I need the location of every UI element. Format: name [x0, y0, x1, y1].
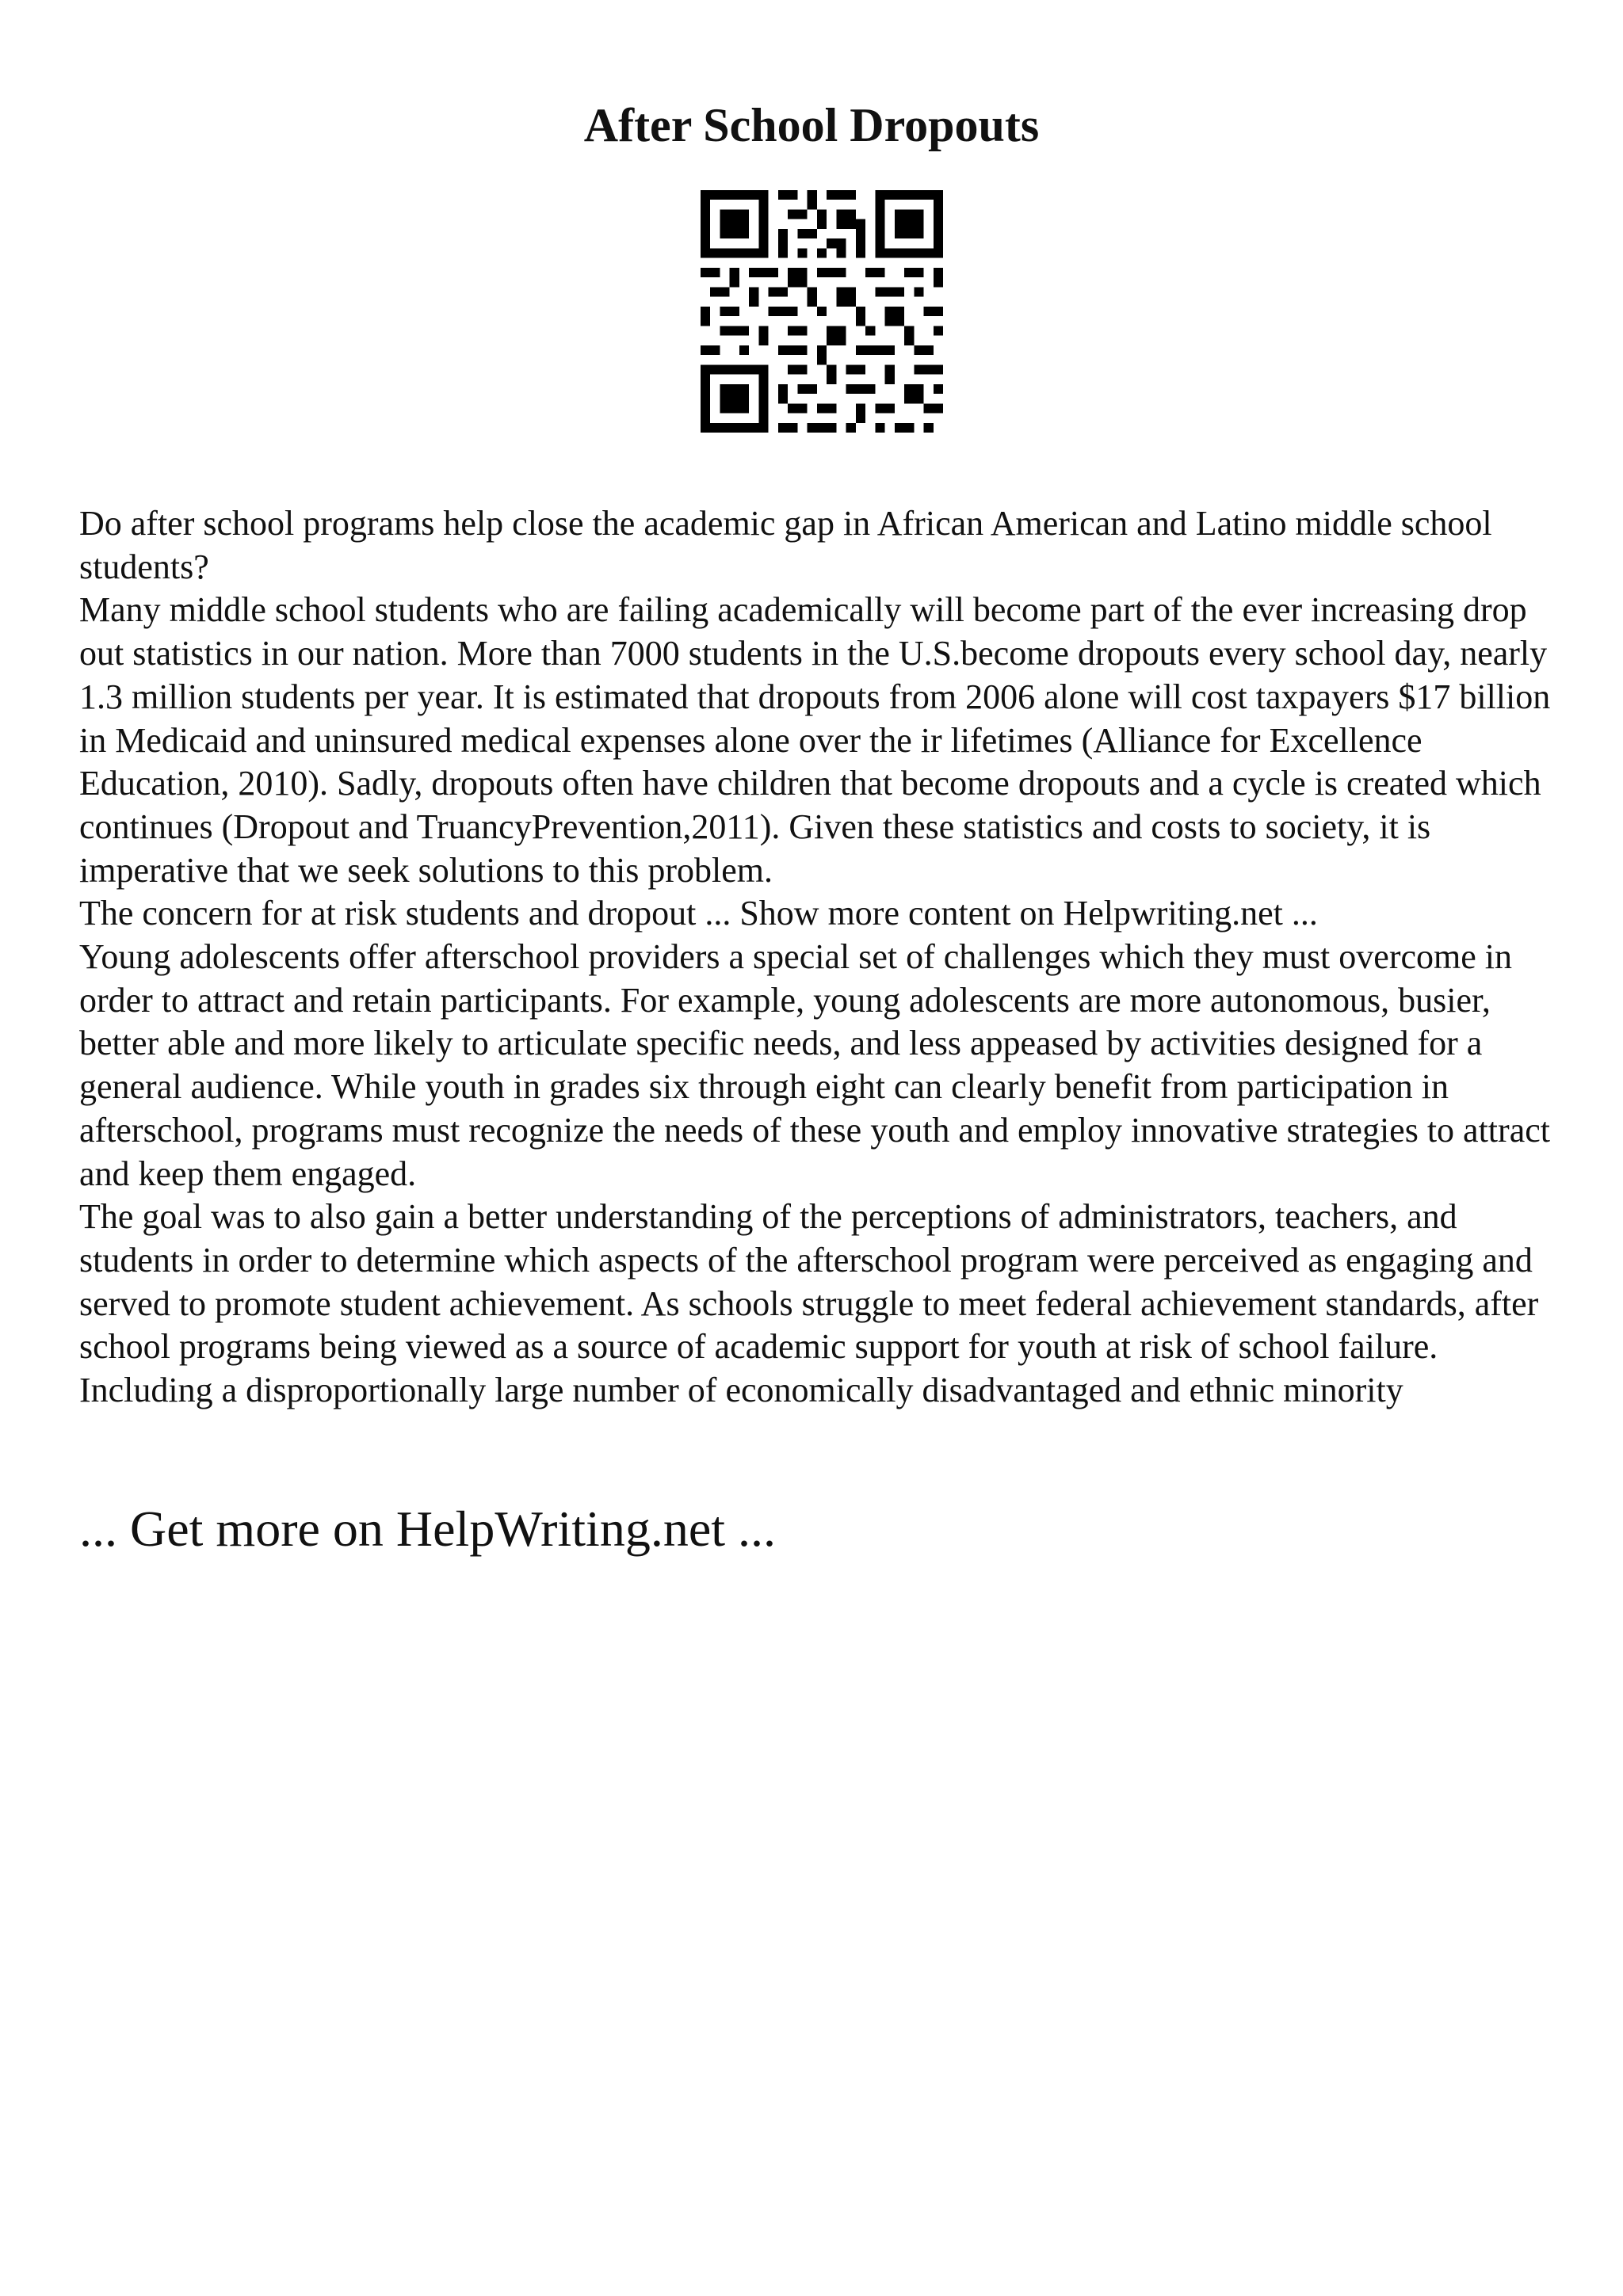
article-body [79, 502, 1553, 1413]
paragraph-show-more: The concern for at risk students and dropout ... Show more content on Helpwriting.net ... [79, 894, 1318, 933]
paragraph-adolescents: Young adolescents offer afterschool providers a special set of challenges which they must overcome in order to attract and retain participants. For example, young adolescents are more autonomous, busier, better able and more likely to articulate specific needs, and less appeased by activities designed for a general audience. While youth in grades six through eight can clearly benefit from participation in afterschool, programs must recognize the needs of these youth and employ innovative strategies to attract and keep them engaged. [79, 937, 1550, 1193]
get-more-link[interactable]: ... Get more on HelpWriting.net ... [79, 1501, 776, 1557]
paragraph-statistics: Many middle school students who are failing academically will become part of the ever increasing drop out statistics in our nation. More than 7000 students in the U.S.become dropouts every school day, nearly 1.3 million students per year. It is estimated that dropouts from 2006 alone will cost taxpayers $17 billion in Medicaid and uninsured medical expenses alone over the ir lifetimes (Alliance for Excellence Education, 2010). Sadly, dropouts often have children that become dropouts and a cycle is created which continues (Dropout and TruancyPrevention,2011). Given these statistics and costs to society, it is imperative that we seek solutions to this problem. [79, 590, 1551, 890]
qr-code-icon [701, 190, 943, 433]
paragraph-question: Do after school programs help close the academic gap in African American and Latino middle school students? [79, 504, 1492, 586]
page-title: After School Dropouts [583, 99, 1040, 151]
paragraph-goal: The goal was to also gain a better understanding of the perceptions of administrators, teachers, and students in order to determine which aspects of the afterschool program were perceived as engaging and served to promote student achievement. As schools struggle to meet federal achievement standards, after school programs being viewed as a source of academic support for youth at risk of school failure. Including a disproportionally large number of economically disadvantaged and ethnic minority [79, 1197, 1539, 1410]
